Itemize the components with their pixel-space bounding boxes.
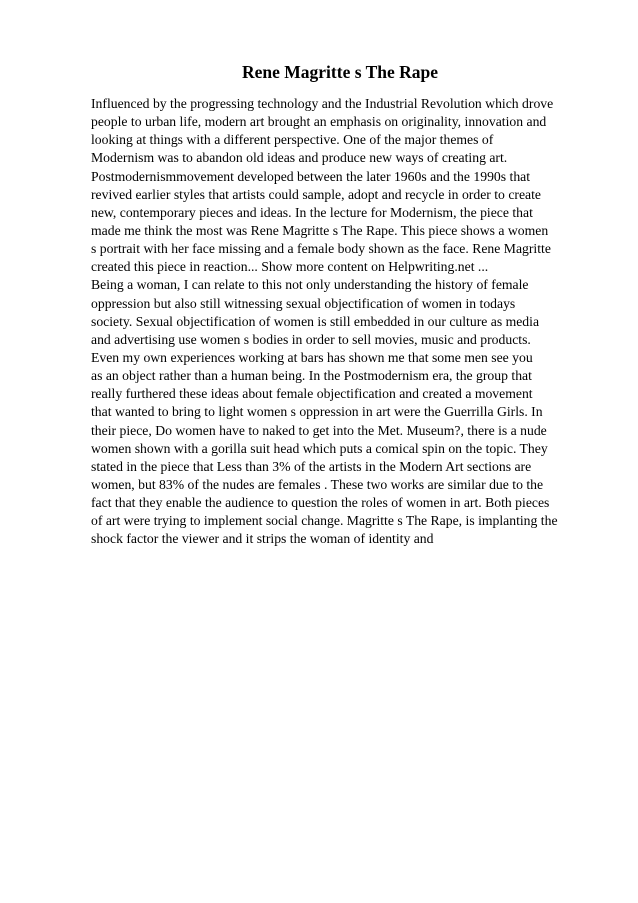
text-line: fact that they enable the audience to question the roles of women in art. Both pieces (91, 495, 550, 511)
text-line: Even my own experiences working at bars has shown me that some men see you (91, 349, 533, 365)
essay-body (91, 95, 611, 549)
text-line: Being a woman, I can relate to this not only understanding the history of female (91, 277, 529, 293)
page-title: Rene Magritte s The Rape (241, 62, 439, 82)
text-line: made me think the most was Rene Magritte s The Rape. This piece shows a women (91, 222, 549, 238)
text-line: of art were trying to implement social change. Magritte s The Rape, is implanting the (91, 513, 558, 529)
text-line: Postmodernismmovement developed between the later 1960s and the 1990s that (91, 168, 531, 184)
text-line: revived earlier styles that artists could sample, adopt and recycle in order to create (91, 186, 541, 202)
text-line: as an object rather than a human being. In the Postmodernism era, the group that (91, 368, 532, 384)
text-line: shock factor the viewer and it strips the woman of identity and (91, 531, 434, 547)
text-line: society. Sexual objectification of women is still embedded in our culture as media (91, 313, 540, 329)
text-line: s portrait with her face missing and a female body shown as the face. Rene Magritte (91, 241, 551, 257)
text-line: and advertising use women s bodies in order to sell movies, music and products. (91, 331, 531, 347)
text-line: Modernism was to abandon old ideas and produce new ways of creating art. (91, 150, 508, 166)
text-line: created this piece in reaction... Show more content on Helpwriting.net ... (91, 259, 489, 275)
text-line: that wanted to bring to light women s oppression in art were the Guerrilla Girls. In (91, 404, 543, 420)
text-line: looking at things with a different perspective. One of the major themes of (91, 132, 494, 148)
text-line: women shown with a gorilla suit head which puts a comical spin on the topic. They (91, 440, 548, 456)
text-line: really furthered these ideas about female objectification and created a movement (91, 386, 533, 402)
text-line: Influenced by the progressing technology and the Industrial Revolution which drove (91, 96, 554, 111)
text-line: oppression but also still witnessing sexual objectification of women in todays (91, 295, 516, 311)
text-line: stated in the piece that Less than 3% of the artists in the Modern Art sections are (91, 458, 532, 474)
text-line: people to urban life, modern art brought an emphasis on originality, innovation and (91, 114, 547, 130)
text-line: their piece, Do women have to naked to get into the Met. Museum?, there is a nude (91, 422, 547, 438)
text-line: women, but 83% of the nudes are females . These two works are similar due to the (91, 476, 544, 492)
text-line: new, contemporary pieces and ideas. In the lecture for Modernism, the piece that (91, 204, 533, 220)
